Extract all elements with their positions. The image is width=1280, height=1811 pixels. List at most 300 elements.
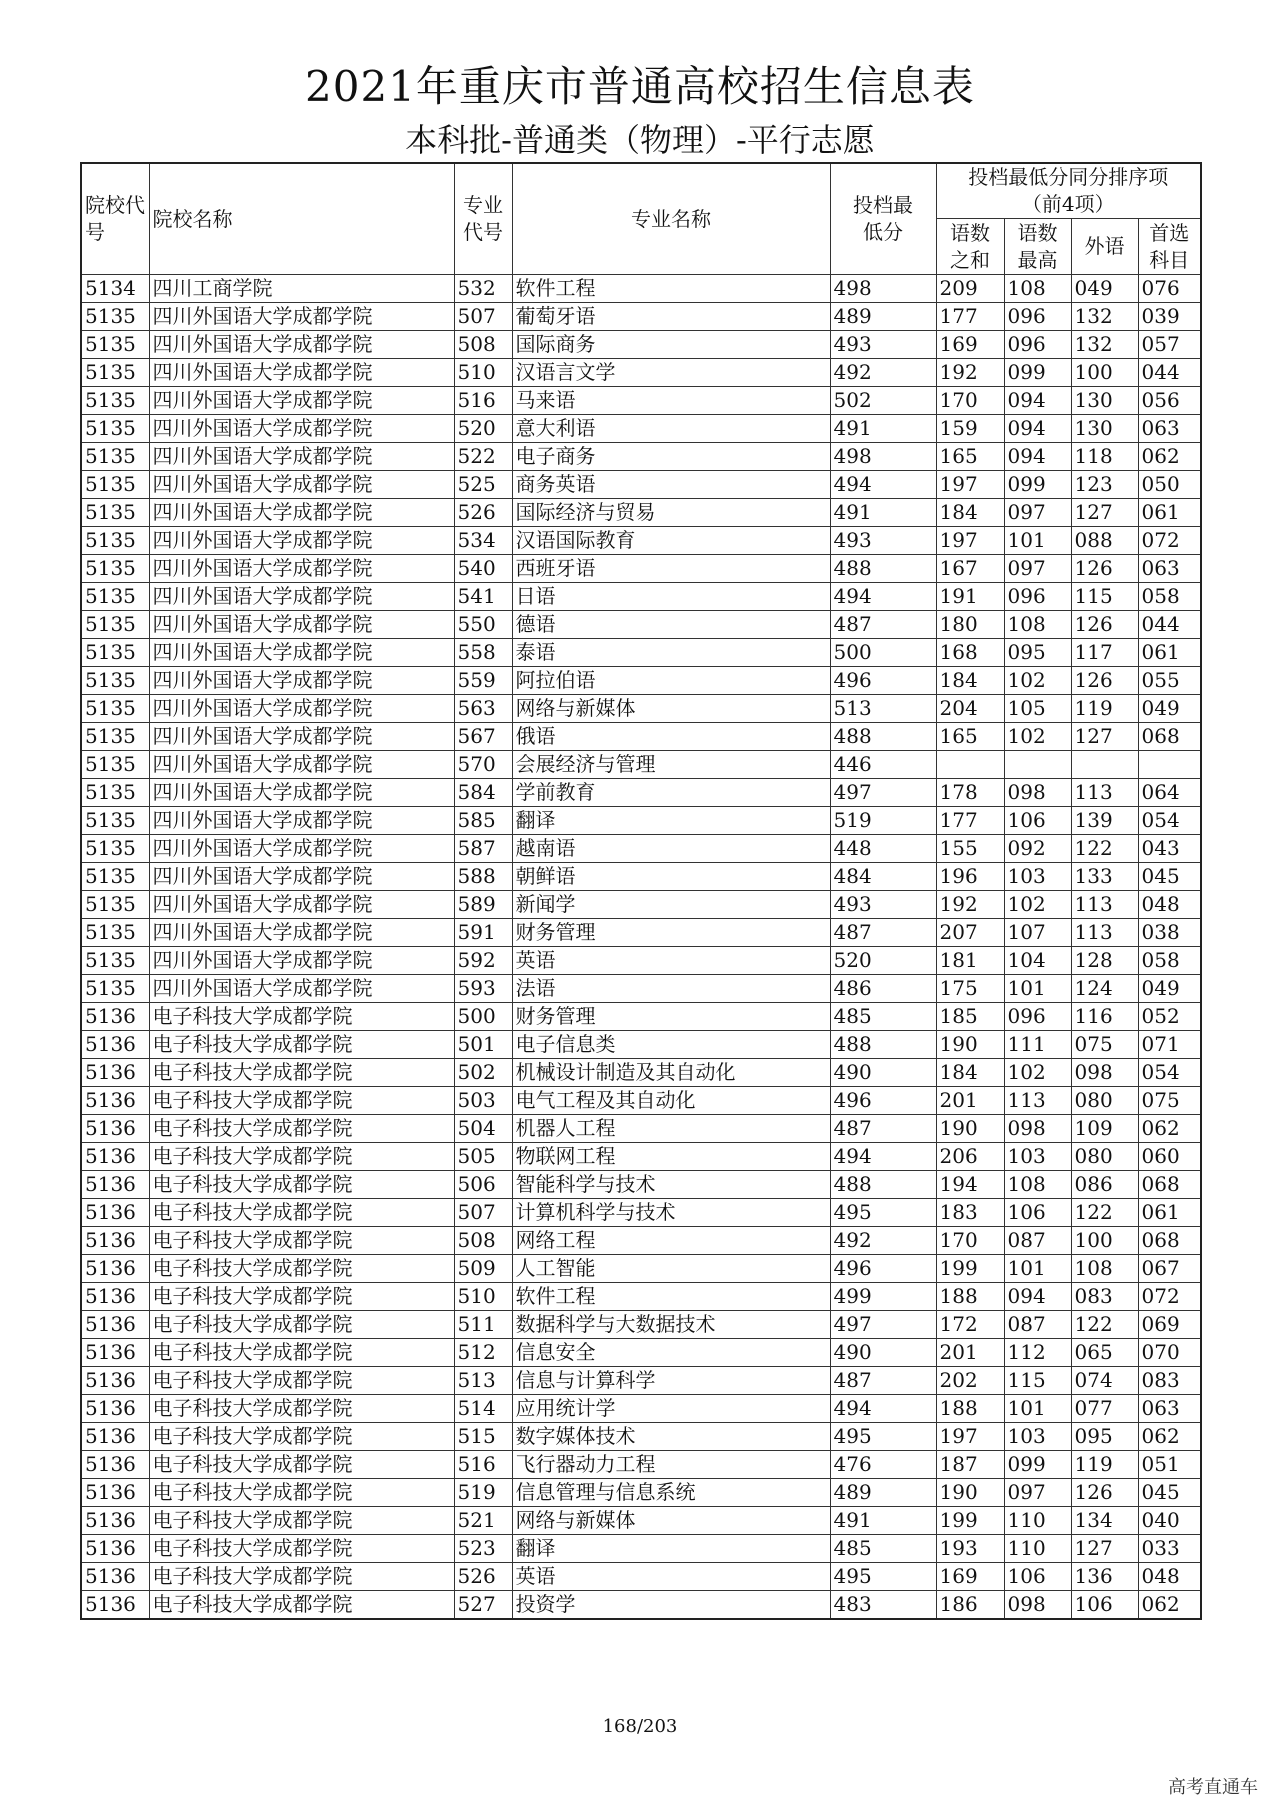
cell-chinese-math-max: 095 — [1004, 639, 1071, 667]
cell-min-score: 487 — [830, 919, 936, 947]
table-row — [81, 415, 1201, 443]
cell-chinese-math-max: 103 — [1004, 863, 1071, 891]
cell-chinese-math-sum: 165 — [936, 443, 1004, 471]
header-major-code: 专业代号 — [454, 163, 512, 275]
table-row — [81, 611, 1201, 639]
cell-chinese-math-sum: 185 — [936, 1003, 1004, 1031]
cell-major-code: 589 — [454, 891, 512, 919]
cell-major-name: 葡萄牙语 — [512, 303, 830, 331]
cell-school-name: 电子科技大学成都学院 — [149, 1059, 454, 1087]
cell-school-code: 5135 — [81, 695, 149, 723]
cell-chinese-math-max: 106 — [1004, 1199, 1071, 1227]
cell-school-name: 四川外国语大学成都学院 — [149, 723, 454, 751]
cell-major-name: 商务英语 — [512, 471, 830, 499]
cell-min-score: 500 — [830, 639, 936, 667]
cell-school-code: 5135 — [81, 779, 149, 807]
table-row — [81, 1087, 1201, 1115]
cell-foreign-language: 134 — [1071, 1507, 1138, 1535]
cell-major-name: 越南语 — [512, 835, 830, 863]
table-row — [81, 667, 1201, 695]
cell-major-name: 物联网工程 — [512, 1143, 830, 1171]
table-row — [81, 1227, 1201, 1255]
cell-school-name: 电子科技大学成都学院 — [149, 1591, 454, 1620]
table-row — [81, 779, 1201, 807]
cell-major-code: 513 — [454, 1367, 512, 1395]
cell-school-name: 四川外国语大学成都学院 — [149, 387, 454, 415]
table-row — [81, 1339, 1201, 1367]
cell-chinese-math-max: 108 — [1004, 275, 1071, 303]
cell-chinese-math-sum: 159 — [936, 415, 1004, 443]
cell-min-score: 485 — [830, 1535, 936, 1563]
cell-chinese-math-sum: 193 — [936, 1535, 1004, 1563]
cell-foreign-language: 127 — [1071, 723, 1138, 751]
cell-foreign-language: 088 — [1071, 527, 1138, 555]
cell-major-name: 财务管理 — [512, 919, 830, 947]
cell-major-name: 人工智能 — [512, 1255, 830, 1283]
cell-major-name: 机械设计制造及其自动化 — [512, 1059, 830, 1087]
cell-foreign-language: 109 — [1071, 1115, 1138, 1143]
cell-major-code: 587 — [454, 835, 512, 863]
table-row — [81, 387, 1201, 415]
cell-major-name: 国际经济与贸易 — [512, 499, 830, 527]
table-row — [81, 835, 1201, 863]
cell-school-name: 四川外国语大学成都学院 — [149, 807, 454, 835]
cell-first-subject: 044 — [1138, 359, 1201, 387]
cell-min-score: 495 — [830, 1423, 936, 1451]
cell-major-name: 数字媒体技术 — [512, 1423, 830, 1451]
cell-school-name: 四川外国语大学成都学院 — [149, 303, 454, 331]
cell-major-code: 522 — [454, 443, 512, 471]
cell-major-code: 505 — [454, 1143, 512, 1171]
cell-min-score: 489 — [830, 303, 936, 331]
cell-major-code: 521 — [454, 1507, 512, 1535]
page-number: 168/203 — [602, 1716, 678, 1737]
cell-first-subject: 062 — [1138, 1423, 1201, 1451]
cell-first-subject: 052 — [1138, 1003, 1201, 1031]
table-row — [81, 863, 1201, 891]
cell-major-code: 591 — [454, 919, 512, 947]
cell-school-name: 电子科技大学成都学院 — [149, 1367, 454, 1395]
cell-chinese-math-sum: 201 — [936, 1339, 1004, 1367]
cell-chinese-math-sum: 192 — [936, 891, 1004, 919]
cell-school-code: 5135 — [81, 443, 149, 471]
cell-school-name: 四川外国语大学成都学院 — [149, 527, 454, 555]
cell-school-code: 5136 — [81, 1367, 149, 1395]
cell-major-name: 网络与新媒体 — [512, 695, 830, 723]
cell-chinese-math-max: 103 — [1004, 1143, 1071, 1171]
cell-school-name: 四川外国语大学成都学院 — [149, 443, 454, 471]
cell-min-score: 448 — [830, 835, 936, 863]
cell-min-score: 519 — [830, 807, 936, 835]
cell-major-code: 523 — [454, 1535, 512, 1563]
cell-min-score: 502 — [830, 387, 936, 415]
cell-school-name: 四川外国语大学成都学院 — [149, 359, 454, 387]
cell-major-code: 508 — [454, 331, 512, 359]
cell-school-name: 四川外国语大学成都学院 — [149, 499, 454, 527]
cell-chinese-math-max: 092 — [1004, 835, 1071, 863]
cell-foreign-language: 126 — [1071, 555, 1138, 583]
cell-major-name: 信息与计算科学 — [512, 1367, 830, 1395]
table-row — [81, 695, 1201, 723]
cell-school-code: 5136 — [81, 1535, 149, 1563]
cell-school-code: 5135 — [81, 471, 149, 499]
cell-chinese-math-max: 101 — [1004, 975, 1071, 1003]
cell-school-code: 5136 — [81, 1059, 149, 1087]
cell-major-code: 503 — [454, 1087, 512, 1115]
cell-first-subject: 058 — [1138, 947, 1201, 975]
cell-first-subject: 071 — [1138, 1031, 1201, 1059]
cell-major-name: 汉语国际教育 — [512, 527, 830, 555]
cell-school-name: 电子科技大学成都学院 — [149, 1087, 454, 1115]
cell-first-subject: 076 — [1138, 275, 1201, 303]
header-first-subject: 首选科目 — [1138, 219, 1201, 275]
cell-chinese-math-max: 102 — [1004, 891, 1071, 919]
cell-chinese-math-max: 107 — [1004, 919, 1071, 947]
cell-min-score: 492 — [830, 1227, 936, 1255]
cell-foreign-language: 128 — [1071, 947, 1138, 975]
cell-foreign-language: 122 — [1071, 1311, 1138, 1339]
table-row — [81, 947, 1201, 975]
cell-chinese-math-max: 101 — [1004, 1395, 1071, 1423]
cell-first-subject: 044 — [1138, 611, 1201, 639]
cell-foreign-language — [1071, 751, 1138, 779]
cell-major-code: 511 — [454, 1311, 512, 1339]
cell-min-score: 491 — [830, 1507, 936, 1535]
cell-chinese-math-sum: 184 — [936, 1059, 1004, 1087]
cell-school-code: 5135 — [81, 863, 149, 891]
table-row — [81, 499, 1201, 527]
cell-school-code: 5135 — [81, 583, 149, 611]
cell-chinese-math-max: 094 — [1004, 1283, 1071, 1311]
cell-min-score: 496 — [830, 667, 936, 695]
cell-foreign-language: 086 — [1071, 1171, 1138, 1199]
table-row — [81, 1563, 1201, 1591]
cell-school-name: 四川外国语大学成都学院 — [149, 611, 454, 639]
cell-chinese-math-max: 113 — [1004, 1087, 1071, 1115]
cell-min-score: 483 — [830, 1591, 936, 1620]
cell-major-name: 西班牙语 — [512, 555, 830, 583]
cell-school-name: 四川外国语大学成都学院 — [149, 863, 454, 891]
table-row — [81, 471, 1201, 499]
cell-school-code: 5135 — [81, 975, 149, 1003]
cell-major-code: 520 — [454, 415, 512, 443]
cell-school-name: 四川外国语大学成都学院 — [149, 583, 454, 611]
watermark-logo: 高考直通车 — [1168, 1777, 1258, 1798]
cell-major-name: 电气工程及其自动化 — [512, 1087, 830, 1115]
table-row — [81, 1171, 1201, 1199]
cell-major-code: 504 — [454, 1115, 512, 1143]
cell-chinese-math-sum: 177 — [936, 303, 1004, 331]
cell-foreign-language: 113 — [1071, 891, 1138, 919]
cell-major-code: 519 — [454, 1479, 512, 1507]
cell-major-code: 515 — [454, 1423, 512, 1451]
table-row — [81, 1031, 1201, 1059]
cell-foreign-language: 118 — [1071, 443, 1138, 471]
cell-foreign-language: 119 — [1071, 1451, 1138, 1479]
table-row — [81, 1059, 1201, 1087]
cell-first-subject: 056 — [1138, 387, 1201, 415]
cell-school-code: 5136 — [81, 1507, 149, 1535]
cell-chinese-math-max: 110 — [1004, 1507, 1071, 1535]
cell-major-name: 翻译 — [512, 807, 830, 835]
cell-major-name: 英语 — [512, 1563, 830, 1591]
cell-min-score: 493 — [830, 331, 936, 359]
cell-school-code: 5136 — [81, 1199, 149, 1227]
cell-min-score: 498 — [830, 443, 936, 471]
cell-chinese-math-max: 103 — [1004, 1423, 1071, 1451]
page-subtitle: 本科批-普通类（物理）-平行志愿 — [405, 121, 875, 159]
cell-foreign-language: 106 — [1071, 1591, 1138, 1620]
cell-chinese-math-sum: 178 — [936, 779, 1004, 807]
cell-chinese-math-max: 098 — [1004, 1115, 1071, 1143]
cell-foreign-language: 126 — [1071, 611, 1138, 639]
cell-major-name: 泰语 — [512, 639, 830, 667]
cell-first-subject: 068 — [1138, 723, 1201, 751]
cell-min-score: 490 — [830, 1059, 936, 1087]
cell-chinese-math-sum: 183 — [936, 1199, 1004, 1227]
cell-foreign-language: 074 — [1071, 1367, 1138, 1395]
cell-chinese-math-max: 111 — [1004, 1031, 1071, 1059]
cell-school-name: 四川外国语大学成都学院 — [149, 919, 454, 947]
cell-school-name: 电子科技大学成都学院 — [149, 1199, 454, 1227]
cell-min-score: 484 — [830, 863, 936, 891]
cell-min-score: 488 — [830, 555, 936, 583]
cell-chinese-math-sum: 190 — [936, 1479, 1004, 1507]
cell-foreign-language: 132 — [1071, 303, 1138, 331]
cell-foreign-language: 113 — [1071, 779, 1138, 807]
cell-major-code: 584 — [454, 779, 512, 807]
cell-foreign-language: 083 — [1071, 1283, 1138, 1311]
cell-major-name: 电子信息类 — [512, 1031, 830, 1059]
cell-major-code: 510 — [454, 1283, 512, 1311]
cell-major-code: 550 — [454, 611, 512, 639]
cell-school-code: 5135 — [81, 611, 149, 639]
cell-major-code: 516 — [454, 1451, 512, 1479]
cell-first-subject: 062 — [1138, 1115, 1201, 1143]
cell-foreign-language: 095 — [1071, 1423, 1138, 1451]
cell-major-name: 软件工程 — [512, 275, 830, 303]
cell-first-subject: 049 — [1138, 975, 1201, 1003]
cell-foreign-language: 049 — [1071, 275, 1138, 303]
cell-major-name: 机器人工程 — [512, 1115, 830, 1143]
table-row — [81, 1395, 1201, 1423]
cell-major-name: 计算机科学与技术 — [512, 1199, 830, 1227]
cell-min-score: 446 — [830, 751, 936, 779]
header-chinese-math-max: 语数最高 — [1004, 219, 1071, 275]
cell-school-name: 四川外国语大学成都学院 — [149, 471, 454, 499]
cell-school-code: 5135 — [81, 947, 149, 975]
cell-min-score: 490 — [830, 1339, 936, 1367]
header-tiebreak-group: 投档最低分同分排序项（前4项） — [936, 163, 1201, 219]
cell-chinese-math-max: 105 — [1004, 695, 1071, 723]
cell-school-name: 电子科技大学成都学院 — [149, 1535, 454, 1563]
cell-foreign-language: 100 — [1071, 359, 1138, 387]
cell-first-subject: 063 — [1138, 415, 1201, 443]
cell-major-name: 法语 — [512, 975, 830, 1003]
cell-school-code: 5135 — [81, 835, 149, 863]
page-title: 2021年重庆市普通高校招生信息表 — [305, 62, 975, 111]
cell-school-name: 电子科技大学成都学院 — [149, 1395, 454, 1423]
cell-chinese-math-sum: 192 — [936, 359, 1004, 387]
cell-school-code: 5135 — [81, 415, 149, 443]
cell-school-name: 四川外国语大学成都学院 — [149, 639, 454, 667]
cell-first-subject: 061 — [1138, 639, 1201, 667]
cell-chinese-math-sum: 165 — [936, 723, 1004, 751]
cell-first-subject: 068 — [1138, 1171, 1201, 1199]
table-row — [81, 1479, 1201, 1507]
table-row — [81, 1451, 1201, 1479]
cell-major-code: 540 — [454, 555, 512, 583]
cell-foreign-language: 119 — [1071, 695, 1138, 723]
cell-foreign-language: 127 — [1071, 1535, 1138, 1563]
cell-min-score: 491 — [830, 415, 936, 443]
table-row — [81, 1507, 1201, 1535]
cell-min-score: 494 — [830, 1395, 936, 1423]
cell-min-score: 488 — [830, 1031, 936, 1059]
table-row — [81, 919, 1201, 947]
cell-school-code: 5135 — [81, 387, 149, 415]
cell-chinese-math-max: 097 — [1004, 1479, 1071, 1507]
cell-school-name: 电子科技大学成都学院 — [149, 1283, 454, 1311]
cell-first-subject: 057 — [1138, 331, 1201, 359]
cell-major-code: 534 — [454, 527, 512, 555]
cell-major-code: 508 — [454, 1227, 512, 1255]
cell-chinese-math-max: 094 — [1004, 415, 1071, 443]
cell-min-score: 491 — [830, 499, 936, 527]
cell-major-name: 智能科学与技术 — [512, 1171, 830, 1199]
cell-foreign-language: 080 — [1071, 1143, 1138, 1171]
cell-school-code: 5135 — [81, 807, 149, 835]
cell-school-code: 5136 — [81, 1311, 149, 1339]
cell-chinese-math-max: 104 — [1004, 947, 1071, 975]
cell-first-subject: 072 — [1138, 527, 1201, 555]
table-row — [81, 1255, 1201, 1283]
cell-first-subject: 063 — [1138, 1395, 1201, 1423]
cell-chinese-math-sum: 170 — [936, 1227, 1004, 1255]
cell-foreign-language: 117 — [1071, 639, 1138, 667]
cell-foreign-language: 124 — [1071, 975, 1138, 1003]
cell-first-subject: 043 — [1138, 835, 1201, 863]
cell-school-name: 四川外国语大学成都学院 — [149, 695, 454, 723]
cell-chinese-math-max: 108 — [1004, 1171, 1071, 1199]
cell-first-subject: 075 — [1138, 1087, 1201, 1115]
cell-chinese-math-sum: 190 — [936, 1031, 1004, 1059]
table-row — [81, 1535, 1201, 1563]
cell-school-name: 电子科技大学成都学院 — [149, 1003, 454, 1031]
cell-foreign-language: 065 — [1071, 1339, 1138, 1367]
cell-school-name: 四川外国语大学成都学院 — [149, 331, 454, 359]
cell-foreign-language: 100 — [1071, 1227, 1138, 1255]
header-min-score: 投档最低分 — [830, 163, 936, 275]
cell-major-code: 514 — [454, 1395, 512, 1423]
cell-school-name: 电子科技大学成都学院 — [149, 1171, 454, 1199]
cell-school-code: 5135 — [81, 667, 149, 695]
table-row — [81, 303, 1201, 331]
cell-first-subject: 083 — [1138, 1367, 1201, 1395]
cell-first-subject — [1138, 751, 1201, 779]
cell-min-score: 494 — [830, 471, 936, 499]
cell-major-code: 570 — [454, 751, 512, 779]
cell-first-subject: 051 — [1138, 1451, 1201, 1479]
cell-school-name: 四川外国语大学成都学院 — [149, 891, 454, 919]
table-row — [81, 359, 1201, 387]
cell-school-code: 5136 — [81, 1143, 149, 1171]
cell-major-name: 飞行器动力工程 — [512, 1451, 830, 1479]
cell-first-subject: 067 — [1138, 1255, 1201, 1283]
cell-chinese-math-max: 106 — [1004, 807, 1071, 835]
cell-foreign-language: 123 — [1071, 471, 1138, 499]
cell-chinese-math-sum: 199 — [936, 1255, 1004, 1283]
cell-school-name: 电子科技大学成都学院 — [149, 1507, 454, 1535]
cell-major-code: 593 — [454, 975, 512, 1003]
cell-first-subject: 060 — [1138, 1143, 1201, 1171]
header-major-name: 专业名称 — [512, 163, 830, 275]
cell-first-subject: 062 — [1138, 1591, 1201, 1620]
cell-major-name: 投资学 — [512, 1591, 830, 1620]
header-school-code: 院校代号 — [81, 163, 149, 275]
cell-chinese-math-sum: 167 — [936, 555, 1004, 583]
cell-major-code: 541 — [454, 583, 512, 611]
cell-major-code: 525 — [454, 471, 512, 499]
cell-chinese-math-sum: 169 — [936, 331, 1004, 359]
cell-major-name: 朝鲜语 — [512, 863, 830, 891]
cell-first-subject: 072 — [1138, 1283, 1201, 1311]
cell-chinese-math-max: 101 — [1004, 527, 1071, 555]
cell-chinese-math-sum: 197 — [936, 471, 1004, 499]
table-row — [81, 891, 1201, 919]
table-row — [81, 1423, 1201, 1451]
cell-chinese-math-sum: 169 — [936, 1563, 1004, 1591]
cell-major-code: 558 — [454, 639, 512, 667]
cell-school-code: 5136 — [81, 1563, 149, 1591]
cell-min-score: 494 — [830, 583, 936, 611]
cell-school-code: 5135 — [81, 499, 149, 527]
cell-foreign-language: 115 — [1071, 583, 1138, 611]
cell-first-subject: 062 — [1138, 443, 1201, 471]
cell-major-name: 软件工程 — [512, 1283, 830, 1311]
cell-chinese-math-sum: 184 — [936, 499, 1004, 527]
cell-school-code: 5135 — [81, 723, 149, 751]
cell-school-name: 四川外国语大学成都学院 — [149, 667, 454, 695]
cell-chinese-math-sum: 188 — [936, 1283, 1004, 1311]
cell-school-name: 电子科技大学成都学院 — [149, 1311, 454, 1339]
cell-chinese-math-sum: 190 — [936, 1115, 1004, 1143]
cell-chinese-math-sum: 188 — [936, 1395, 1004, 1423]
cell-major-code: 585 — [454, 807, 512, 835]
table-row — [81, 975, 1201, 1003]
cell-foreign-language: 136 — [1071, 1563, 1138, 1591]
cell-first-subject: 048 — [1138, 1563, 1201, 1591]
cell-chinese-math-max: 094 — [1004, 443, 1071, 471]
cell-school-name: 四川外国语大学成都学院 — [149, 947, 454, 975]
cell-min-score: 520 — [830, 947, 936, 975]
cell-school-name: 电子科技大学成都学院 — [149, 1143, 454, 1171]
table-row — [81, 527, 1201, 555]
cell-first-subject: 064 — [1138, 779, 1201, 807]
cell-chinese-math-sum: 202 — [936, 1367, 1004, 1395]
cell-chinese-math-sum: 194 — [936, 1171, 1004, 1199]
header-foreign-language: 外语 — [1071, 219, 1138, 275]
table-row — [81, 1367, 1201, 1395]
table-row — [81, 1199, 1201, 1227]
cell-chinese-math-sum: 206 — [936, 1143, 1004, 1171]
cell-school-name: 四川外国语大学成都学院 — [149, 835, 454, 863]
cell-min-score: 513 — [830, 695, 936, 723]
cell-foreign-language: 116 — [1071, 1003, 1138, 1031]
cell-first-subject: 070 — [1138, 1339, 1201, 1367]
cell-first-subject: 050 — [1138, 471, 1201, 499]
cell-chinese-math-max: 099 — [1004, 471, 1071, 499]
